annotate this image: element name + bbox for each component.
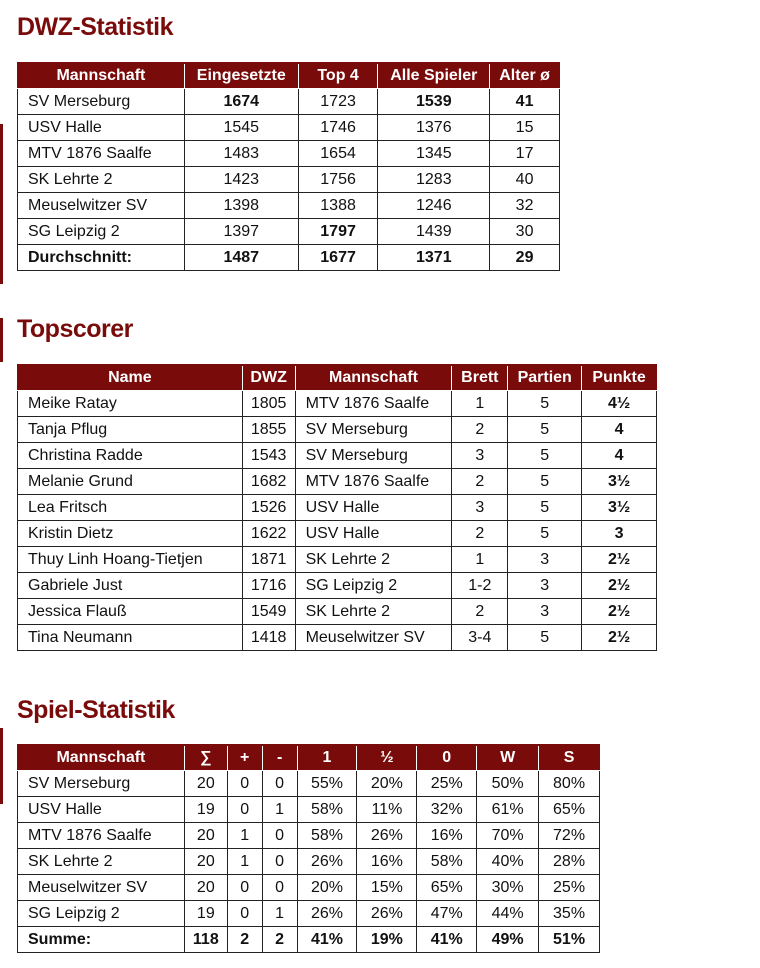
team-cell: MTV 1876 Saalfe [18, 141, 185, 167]
header-cell: Eingesetzte [184, 63, 298, 89]
value-cell: 1 [262, 797, 297, 823]
topscorer-table [17, 364, 657, 651]
table-row [18, 167, 560, 193]
value-cell: 1654 [298, 141, 378, 167]
table-row [18, 771, 600, 797]
value-cell: 58% [297, 823, 357, 849]
team-cell: MTV 1876 Saalfe [18, 823, 185, 849]
team-cell: SK Lehrte 2 [18, 849, 185, 875]
team-cell: SG Leipzig 2 [295, 573, 452, 599]
value-cell: 1682 [242, 469, 295, 495]
value-cell: 61% [477, 797, 539, 823]
team-cell: SK Lehrte 2 [18, 167, 185, 193]
value-cell: 0 [262, 823, 297, 849]
value-cell: 1716 [242, 573, 295, 599]
table-row [18, 219, 560, 245]
value-cell: 2 [452, 417, 508, 443]
value-cell: 15 [490, 115, 560, 141]
value-cell: 0 [262, 875, 297, 901]
value-cell: 1439 [378, 219, 490, 245]
value-cell: 1418 [242, 625, 295, 651]
points-cell: 4 [582, 417, 657, 443]
table-row [18, 849, 600, 875]
value-cell: 5 [508, 469, 582, 495]
value-cell: 26% [297, 901, 357, 927]
value-cell: 1 [262, 901, 297, 927]
team-cell: Meuselwitzer SV [18, 193, 185, 219]
header-cell: S [539, 745, 600, 771]
value-cell: 1539 [378, 89, 490, 115]
value-cell: 5 [508, 443, 582, 469]
table-row [18, 391, 657, 417]
header-cell: Alle Spieler [378, 63, 490, 89]
value-cell: 44% [477, 901, 539, 927]
value-cell: 2 [452, 469, 508, 495]
value-cell: 28% [539, 849, 600, 875]
team-cell: SG Leipzig 2 [18, 901, 185, 927]
table-row [18, 141, 560, 167]
value-cell: 11% [357, 797, 417, 823]
value-cell: 5 [508, 495, 582, 521]
value-cell: 20 [184, 823, 227, 849]
header-cell: 0 [417, 745, 477, 771]
table-row [18, 115, 560, 141]
value-cell: 26% [357, 823, 417, 849]
header-cell: Mannschaft [18, 745, 185, 771]
value-cell: 3 [508, 547, 582, 573]
points-cell: 3½ [582, 495, 657, 521]
header-cell: Mannschaft [295, 365, 452, 391]
player-name: Gabriele Just [18, 573, 243, 599]
value-cell: 1622 [242, 521, 295, 547]
value-cell: 2 [227, 927, 262, 953]
header-cell: 1 [297, 745, 357, 771]
value-cell: 3-4 [452, 625, 508, 651]
value-cell: 29 [490, 245, 560, 271]
player-name: Jessica Flauß [18, 599, 243, 625]
header-cell: Top 4 [298, 63, 378, 89]
value-cell: 0 [227, 797, 262, 823]
value-cell: 1549 [242, 599, 295, 625]
value-cell: 20 [184, 875, 227, 901]
value-cell: 1397 [184, 219, 298, 245]
value-cell: 1805 [242, 391, 295, 417]
value-cell: 1 [452, 391, 508, 417]
value-cell: 1283 [378, 167, 490, 193]
player-name: Christina Radde [18, 443, 243, 469]
value-cell: 40 [490, 167, 560, 193]
value-cell: 72% [539, 823, 600, 849]
value-cell: 16% [357, 849, 417, 875]
team-cell: SK Lehrte 2 [295, 547, 452, 573]
player-name: Lea Fritsch [18, 495, 243, 521]
header-cell: DWZ [242, 365, 295, 391]
points-cell: 4 [582, 443, 657, 469]
player-name: Tina Neumann [18, 625, 243, 651]
table-row [18, 901, 600, 927]
value-cell: 1674 [184, 89, 298, 115]
value-cell: 0 [227, 875, 262, 901]
header-cell: - [262, 745, 297, 771]
value-cell: 32 [490, 193, 560, 219]
value-cell: 3 [508, 573, 582, 599]
value-cell: 1543 [242, 443, 295, 469]
value-cell: 0 [262, 849, 297, 875]
value-cell: 1246 [378, 193, 490, 219]
value-cell: 40% [477, 849, 539, 875]
value-cell: 49% [477, 927, 539, 953]
header-cell: ∑ [184, 745, 227, 771]
value-cell: 1526 [242, 495, 295, 521]
table-row [18, 469, 657, 495]
points-cell: 2½ [582, 547, 657, 573]
value-cell: 1723 [298, 89, 378, 115]
table-row [18, 599, 657, 625]
value-cell: 3 [452, 495, 508, 521]
value-cell: 1483 [184, 141, 298, 167]
table-row [18, 443, 657, 469]
points-cell: 2½ [582, 599, 657, 625]
left-edge-accent [0, 318, 3, 362]
table-row [18, 573, 657, 599]
table-row [18, 89, 560, 115]
value-cell: 5 [508, 391, 582, 417]
player-name: Melanie Grund [18, 469, 243, 495]
value-cell: 17 [490, 141, 560, 167]
value-cell: 2 [452, 521, 508, 547]
spiel-header-row [18, 745, 600, 771]
value-cell: 65% [417, 875, 477, 901]
value-cell: 58% [297, 797, 357, 823]
team-cell: SK Lehrte 2 [295, 599, 452, 625]
value-cell: 41 [490, 89, 560, 115]
value-cell: 19% [357, 927, 417, 953]
header-cell: ½ [357, 745, 417, 771]
value-cell: 32% [417, 797, 477, 823]
value-cell: 26% [357, 901, 417, 927]
table-row [18, 875, 600, 901]
value-cell: 1797 [298, 219, 378, 245]
header-cell: Mannschaft [18, 63, 185, 89]
team-cell: SV Merseburg [295, 443, 452, 469]
topscorer-header-row [18, 365, 657, 391]
dwz-table [17, 62, 560, 271]
team-cell: SV Merseburg [295, 417, 452, 443]
header-cell: Brett [452, 365, 508, 391]
value-cell: 1 [227, 849, 262, 875]
value-cell: 118 [184, 927, 227, 953]
header-cell: Alter ø [490, 63, 560, 89]
value-cell: 30 [490, 219, 560, 245]
value-cell: 1371 [378, 245, 490, 271]
average-row [18, 245, 560, 271]
value-cell: 3 [508, 599, 582, 625]
value-cell: 1-2 [452, 573, 508, 599]
left-edge-accent [0, 728, 3, 804]
value-cell: 19 [184, 797, 227, 823]
header-cell: Name [18, 365, 243, 391]
value-cell: 16% [417, 823, 477, 849]
value-cell: 1487 [184, 245, 298, 271]
value-cell: 80% [539, 771, 600, 797]
team-cell: USV Halle [18, 115, 185, 141]
label-cell: Durchschnitt: [18, 245, 185, 271]
team-cell: SV Merseburg [18, 771, 185, 797]
value-cell: 25% [417, 771, 477, 797]
value-cell: 19 [184, 901, 227, 927]
value-cell: 15% [357, 875, 417, 901]
points-cell: 3½ [582, 469, 657, 495]
value-cell: 1871 [242, 547, 295, 573]
value-cell: 50% [477, 771, 539, 797]
team-cell: USV Halle [295, 495, 452, 521]
table-row [18, 625, 657, 651]
value-cell: 47% [417, 901, 477, 927]
label-cell: Summe: [18, 927, 185, 953]
header-cell: W [477, 745, 539, 771]
value-cell: 25% [539, 875, 600, 901]
value-cell: 26% [297, 849, 357, 875]
value-cell: 0 [262, 771, 297, 797]
value-cell: 20% [297, 875, 357, 901]
table-row [18, 547, 657, 573]
points-cell: 2½ [582, 573, 657, 599]
value-cell: 55% [297, 771, 357, 797]
header-cell: Partien [508, 365, 582, 391]
value-cell: 3 [452, 443, 508, 469]
spiel-table [17, 744, 600, 953]
value-cell: 1545 [184, 115, 298, 141]
table-row [18, 823, 600, 849]
player-name: Meike Ratay [18, 391, 243, 417]
value-cell: 5 [508, 625, 582, 651]
value-cell: 1855 [242, 417, 295, 443]
table-row [18, 521, 657, 547]
value-cell: 1423 [184, 167, 298, 193]
points-cell: 4½ [582, 391, 657, 417]
value-cell: 41% [417, 927, 477, 953]
points-cell: 3 [582, 521, 657, 547]
value-cell: 1376 [378, 115, 490, 141]
value-cell: 70% [477, 823, 539, 849]
table-row [18, 797, 600, 823]
sum-row [18, 927, 600, 953]
dwz-title: DWZ-Statistik [17, 13, 173, 41]
table-row [18, 417, 657, 443]
value-cell: 58% [417, 849, 477, 875]
value-cell: 20 [184, 771, 227, 797]
player-name: Thuy Linh Hoang-Tietjen [18, 547, 243, 573]
team-cell: USV Halle [18, 797, 185, 823]
value-cell: 20% [357, 771, 417, 797]
value-cell: 1677 [298, 245, 378, 271]
points-cell: 2½ [582, 625, 657, 651]
spiel-title: Spiel-Statistik [17, 696, 175, 724]
value-cell: 1756 [298, 167, 378, 193]
value-cell: 2 [452, 599, 508, 625]
value-cell: 0 [227, 901, 262, 927]
topscorer-title: Topscorer [17, 315, 133, 343]
value-cell: 41% [297, 927, 357, 953]
value-cell: 51% [539, 927, 600, 953]
value-cell: 20 [184, 849, 227, 875]
value-cell: 1388 [298, 193, 378, 219]
value-cell: 5 [508, 521, 582, 547]
value-cell: 35% [539, 901, 600, 927]
table-row [18, 495, 657, 521]
value-cell: 65% [539, 797, 600, 823]
value-cell: 1 [452, 547, 508, 573]
table-row [18, 193, 560, 219]
team-cell: Meuselwitzer SV [18, 875, 185, 901]
value-cell: 1 [227, 823, 262, 849]
team-cell: USV Halle [295, 521, 452, 547]
header-cell: + [227, 745, 262, 771]
team-cell: Meuselwitzer SV [295, 625, 452, 651]
value-cell: 1746 [298, 115, 378, 141]
value-cell: 1398 [184, 193, 298, 219]
value-cell: 30% [477, 875, 539, 901]
value-cell: 2 [262, 927, 297, 953]
value-cell: 0 [227, 771, 262, 797]
value-cell: 1345 [378, 141, 490, 167]
header-cell: Punkte [582, 365, 657, 391]
team-cell: MTV 1876 Saalfe [295, 391, 452, 417]
player-name: Kristin Dietz [18, 521, 243, 547]
left-edge-accent [0, 124, 3, 284]
player-name: Tanja Pflug [18, 417, 243, 443]
team-cell: SV Merseburg [18, 89, 185, 115]
team-cell: MTV 1876 Saalfe [295, 469, 452, 495]
value-cell: 5 [508, 417, 582, 443]
dwz-header-row [18, 63, 560, 89]
team-cell: SG Leipzig 2 [18, 219, 185, 245]
